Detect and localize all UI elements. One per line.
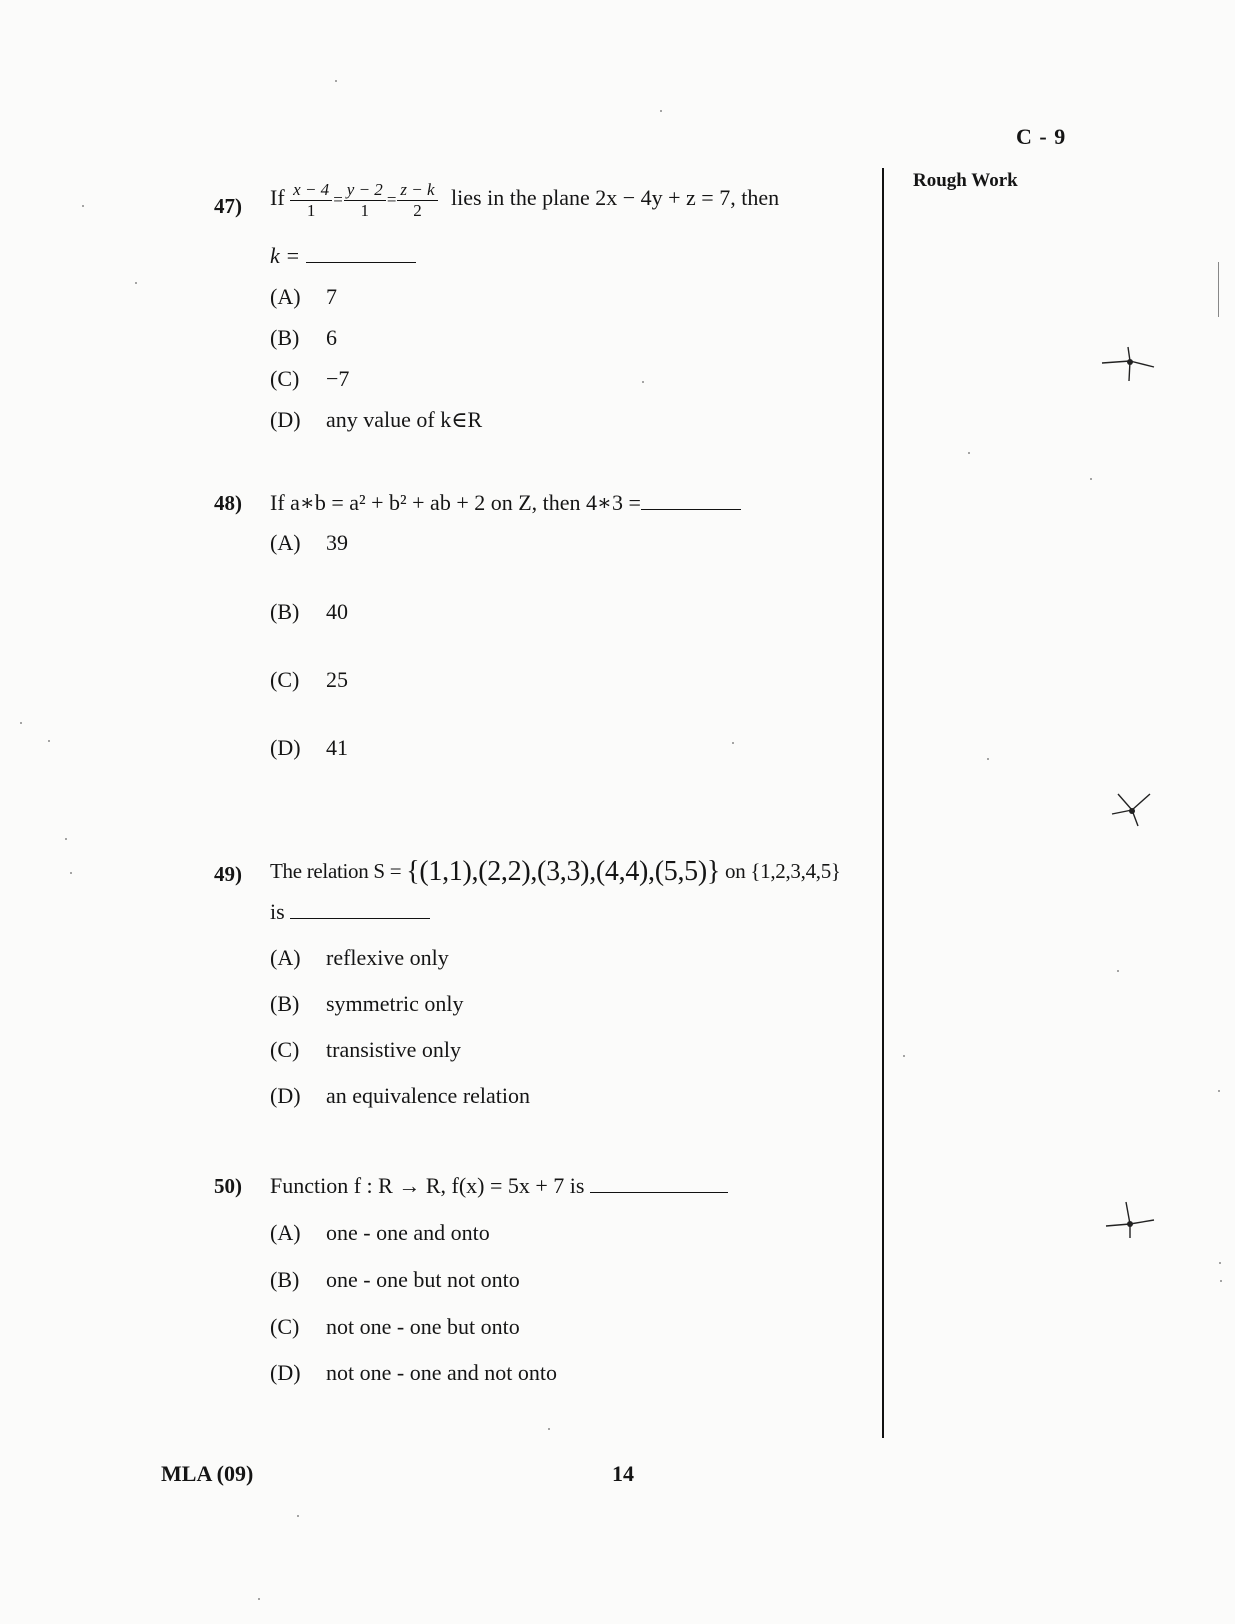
option-label: (A): [270, 945, 301, 970]
option-text: not one - one but onto: [326, 1314, 520, 1339]
scan-dot: [335, 80, 337, 82]
scan-dot: [642, 381, 644, 383]
question-49-pre: The relation S =: [270, 859, 402, 883]
scan-dot: [548, 1428, 550, 1430]
question-50-stem: Function f : R → R, f(x) = 5x + 7 is: [270, 1173, 585, 1198]
question-49-text: [270, 856, 841, 888]
option: [270, 945, 449, 971]
option-text: an equivalence relation: [326, 1083, 531, 1108]
option-label: (A): [270, 284, 301, 309]
option-text: any value of k∈R: [326, 407, 483, 432]
scan-dot: [48, 740, 50, 742]
option-text: 7: [326, 284, 337, 309]
option-label: (D): [270, 1360, 301, 1385]
option: [270, 735, 348, 761]
option-label: (C): [270, 366, 300, 391]
scan-dot: [968, 452, 970, 454]
page-code: C - 9: [1016, 124, 1067, 149]
question-number: 48): [214, 491, 242, 515]
option: [270, 1267, 520, 1293]
registration-mark-icon: [1104, 1200, 1156, 1240]
question-48-text: [270, 490, 741, 516]
registration-mark-icon: [1108, 790, 1154, 830]
scan-dot: [1219, 1262, 1221, 1264]
option-label: (A): [270, 530, 301, 555]
question-50-text: [270, 1173, 728, 1199]
answer-blank: [290, 900, 430, 919]
option: [270, 667, 348, 693]
option-text: not one - one and not onto: [326, 1360, 557, 1385]
question-49-line2: [270, 899, 430, 925]
option-text: reflexive only: [326, 945, 449, 970]
question-number: 47): [214, 194, 242, 218]
option: [270, 284, 337, 310]
option-label: (B): [270, 599, 300, 624]
option-label: (A): [270, 1220, 301, 1245]
option-text: 25: [326, 667, 348, 692]
registration-mark-icon: [1100, 345, 1156, 385]
scan-dot: [70, 872, 72, 874]
option: [270, 599, 348, 625]
column-divider: [882, 168, 884, 1438]
option: [270, 1314, 520, 1340]
option-label: (B): [270, 325, 300, 350]
question-49-is: is: [270, 899, 285, 924]
scan-dot: [1220, 1280, 1222, 1282]
option-text: 39: [326, 530, 348, 555]
answer-blank: [641, 491, 741, 510]
option-label: (C): [270, 1314, 300, 1339]
fraction-numerator: x − 4: [290, 180, 332, 201]
option-text: symmetric only: [326, 991, 464, 1016]
option: [270, 1220, 490, 1246]
option-label: (C): [270, 667, 300, 692]
rough-work-label: Rough Work: [913, 170, 1018, 191]
scan-dot: [258, 1598, 260, 1600]
option-label: (B): [270, 1267, 300, 1292]
option: [270, 530, 348, 556]
page-number: 14: [612, 1461, 634, 1486]
question-number: 50): [214, 1174, 242, 1198]
question-47-text: If $\frac{x - 4}{1}$ = $\frac{y - 2}{1}$ = $\frac{z - k}{2}$ lies in the plane 2x − 4y + z = 7, then: [270, 180, 780, 220]
option-text: one - one but not onto: [326, 1267, 520, 1292]
answer-blank: [306, 244, 416, 263]
option-text: −7: [326, 366, 350, 391]
scan-dot: [903, 1055, 905, 1057]
fraction-denominator: 1: [360, 200, 370, 220]
question-47-k: k =: [270, 243, 301, 268]
scan-dot: [732, 742, 734, 744]
scan-dot: [135, 282, 137, 284]
option-text: 40: [326, 599, 348, 624]
fraction: [344, 180, 386, 220]
scan-dot: [987, 758, 989, 760]
option: [270, 991, 463, 1017]
option-label: (C): [270, 1037, 300, 1062]
option-text: 41: [326, 735, 348, 760]
question-number: 49): [214, 862, 242, 886]
option: [270, 1037, 461, 1063]
scan-dot: [1117, 970, 1119, 972]
option-label: (D): [270, 407, 301, 432]
option: [270, 1083, 530, 1109]
scan-dot: [660, 110, 662, 112]
fraction: [290, 180, 332, 220]
question-47-line2: [270, 243, 416, 269]
option-label: (D): [270, 735, 301, 760]
answer-blank: [590, 1174, 728, 1193]
question-47-pre: If: [270, 185, 285, 211]
scan-dot: [20, 722, 22, 724]
scan-dot: [1218, 1090, 1220, 1092]
scan-dot: [297, 1515, 299, 1517]
option-label: (D): [270, 1083, 301, 1108]
scan-dot: [82, 205, 84, 207]
option-text: transistive only: [326, 1037, 462, 1062]
option: [270, 407, 482, 433]
option-text: 6: [326, 325, 337, 350]
fraction: [397, 180, 437, 220]
option-label: (B): [270, 991, 300, 1016]
fraction-numerator: y − 2: [344, 180, 386, 201]
relation-set: {(1,1),(2,2),(3,3),(4,4),(5,5)}: [406, 856, 721, 887]
scan-dot: [1090, 478, 1092, 480]
fraction-denominator: 2: [413, 200, 422, 220]
exam-code: MLA (09): [161, 1461, 254, 1486]
scan-edge-line: [1218, 262, 1219, 317]
option: [270, 366, 349, 392]
question-49-post: on {1,2,3,4,5}: [725, 859, 841, 883]
option-text: one - one and onto: [326, 1220, 490, 1245]
option: [270, 325, 337, 351]
option: [270, 1360, 557, 1386]
question-47-post: lies in the plane 2x − 4y + z = 7, then: [451, 185, 780, 211]
question-48-stem: If a∗b = a² + b² + ab + 2 on Z, then 4∗3 =: [270, 490, 641, 515]
scan-dot: [65, 838, 67, 840]
fraction-denominator: 1: [306, 200, 316, 220]
fraction-numerator: z − k: [397, 180, 437, 201]
